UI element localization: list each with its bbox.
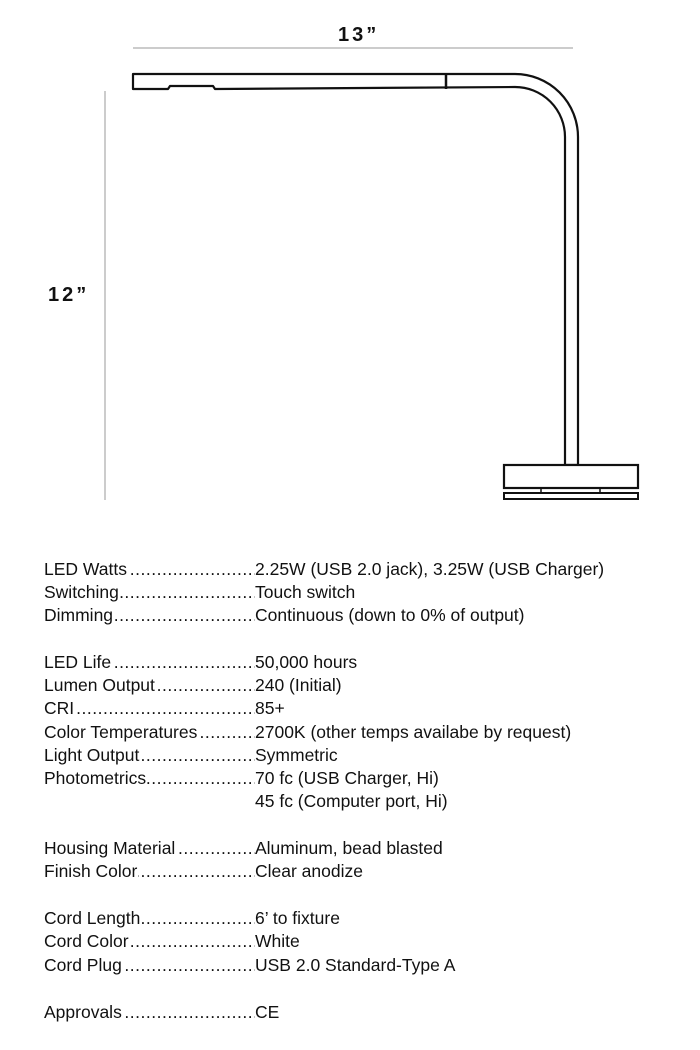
spec-label: Dimming ..... xyxy=(44,604,255,627)
spec-value: 240 (Initial) xyxy=(255,675,342,695)
spec-value: 45 fc (Computer port, Hi) xyxy=(255,791,448,811)
lamp-base xyxy=(504,465,638,488)
spec-label: Approvals ..... xyxy=(44,1001,255,1024)
lamp-base-pad xyxy=(504,493,638,499)
spec-label: Finish Color ..... xyxy=(44,860,255,883)
spec-value: 2.25W (USB 2.0 jack), 3.25W (USB Charger) xyxy=(255,559,605,579)
spec-label: CRI ..... xyxy=(44,697,255,720)
spec-label: Photometrics ..... xyxy=(44,767,255,790)
spec-value: White xyxy=(255,931,300,951)
spec-label: Lumen Output ..... xyxy=(44,674,255,697)
spec-label: Housing Material ..... xyxy=(44,837,255,860)
spec-label: Color Temperatures ..... xyxy=(44,721,255,744)
spec-label: LED Watts ..... xyxy=(44,558,255,581)
spec-value: Symmetric xyxy=(255,745,338,765)
height-dimension-label: 12” xyxy=(48,284,90,306)
spec-value: Aluminum, bead blasted xyxy=(255,838,443,858)
spec-label: Switching ..... xyxy=(44,581,255,604)
spec-value: Clear anodize xyxy=(255,861,363,881)
spec-value: 70 fc (USB Charger, Hi) xyxy=(255,768,439,788)
spec-value: USB 2.0 Standard-Type A xyxy=(255,955,456,975)
spec-value: Continuous (down to 0% of output) xyxy=(255,605,525,625)
spec-label: Cord Color ..... xyxy=(44,930,255,953)
spec-value: CE xyxy=(255,1002,280,1022)
lamp-diagram xyxy=(0,0,700,520)
width-dimension-label: 13” xyxy=(338,24,380,46)
spec-value: 2700K (other temps availabe by request) xyxy=(255,722,572,742)
lamp-arm xyxy=(133,74,578,465)
spec-label: Cord Plug ..... xyxy=(44,954,255,977)
spec-label: LED Life ..... xyxy=(44,651,255,674)
spec-label: Cord Length ..... xyxy=(44,907,255,930)
spec-value: 85+ xyxy=(255,698,285,718)
spec-value: 6’ to fixture xyxy=(255,908,340,928)
spec-value: Touch switch xyxy=(255,582,356,602)
spec-value: 50,000 hours xyxy=(255,652,358,672)
spec-label: Light Output ..... xyxy=(44,744,255,767)
